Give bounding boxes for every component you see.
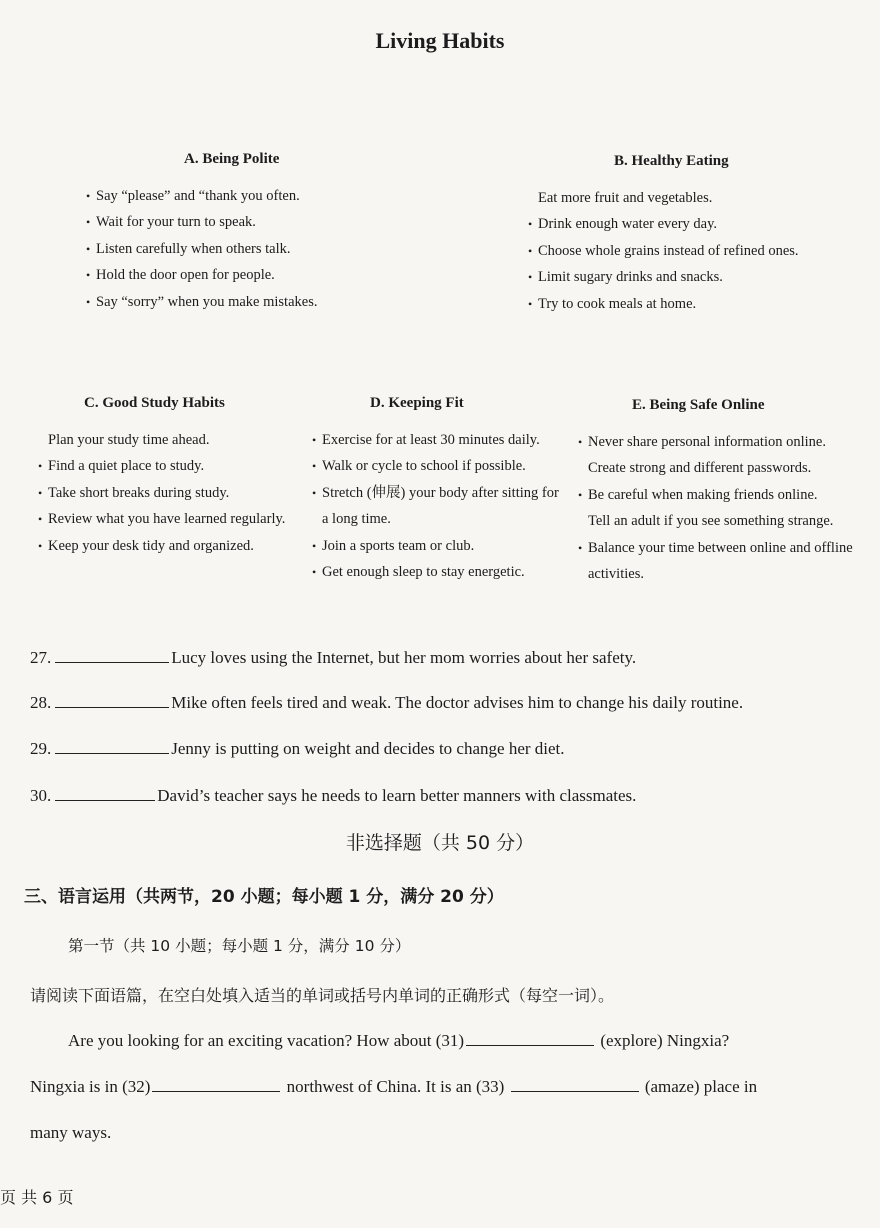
list-item: • Limit sugary drinks and snacks. xyxy=(528,264,873,291)
list-item: • Choose whole grains instead of refined ones. xyxy=(528,238,873,265)
question-text: Lucy loves using the Internet, but her mom worries about her safety. xyxy=(171,648,637,667)
list-item: • Get enough sleep to stay energetic. xyxy=(312,559,566,586)
question-number: 27. xyxy=(30,648,52,667)
question-text: Mike often feels tired and weak. The doctor advises him to change his daily routine. xyxy=(171,693,744,712)
question-number: 29. xyxy=(30,739,52,758)
blank-33[interactable] xyxy=(511,1077,639,1092)
list-item: • Be careful when making friends online. xyxy=(578,482,876,509)
list-item: • Keep your desk tidy and organized. xyxy=(38,533,300,560)
list-item: • Join a sports team or club. xyxy=(312,533,566,560)
box-heading: E. Being Safe Online xyxy=(632,397,765,413)
answer-blank[interactable] xyxy=(55,739,169,754)
list-item: • Listen carefully when others talk. xyxy=(86,236,426,263)
list-item: • Try to cook meals at home. xyxy=(528,291,873,318)
box-being-polite xyxy=(86,146,426,315)
subsection-heading: 第一节（共 10 小题；每小题 1 分，满分 10 分） xyxy=(68,937,411,955)
answer-blank[interactable] xyxy=(55,648,169,663)
passage-text: many ways. xyxy=(30,1123,112,1142)
list-item: Eat more fruit and vegetables. xyxy=(538,189,713,206)
list-item: • Say “please” and “thank you often. xyxy=(86,183,426,210)
list-item: • Exercise for at least 30 minutes daily. xyxy=(312,427,566,454)
list-item: • Never share personal information online. xyxy=(578,429,876,456)
list-item: Plan your study time ahead. xyxy=(48,431,210,448)
question-number: 28. xyxy=(30,693,52,712)
list-item: • Say “sorry” when you make mistakes. xyxy=(86,289,426,316)
passage-text: northwest of China. It is an (33) xyxy=(286,1077,505,1096)
section-title: 非选择题（共 50 分） xyxy=(345,832,535,854)
blank-32[interactable] xyxy=(152,1077,280,1092)
question-28 xyxy=(30,693,743,713)
passage-text: Are you looking for an exciting vacation? How about (31) xyxy=(68,1031,465,1050)
blank-31[interactable] xyxy=(466,1031,594,1046)
box-heading: C. Good Study Habits xyxy=(84,395,225,411)
passage-text: (explore) Ningxia? xyxy=(600,1031,730,1050)
passage-text: Ningxia is in (32) xyxy=(30,1077,151,1096)
section-heading: 三、语言运用（共两节，20 小题；每小题 1 分，满分 20 分） xyxy=(24,887,504,907)
instruction-text: 请阅读下面语篇，在空白处填入适当的单词或括号内单词的正确形式（每空一词）。 xyxy=(30,986,615,1005)
list-item: • Stretch (伸展) your body after sitting for a long time. xyxy=(312,480,566,533)
question-text: David’s teacher says he needs to learn better manners with classmates. xyxy=(157,786,637,805)
page-title: Living Habits xyxy=(375,28,505,53)
box-heading: A. Being Polite xyxy=(184,151,280,167)
box-keeping-fit xyxy=(312,390,566,586)
question-number: 30. xyxy=(30,786,52,805)
passage xyxy=(30,1018,872,1156)
list-item: Create strong and different passwords. xyxy=(588,460,812,476)
list-item: • Balance your time between online and offline activities. xyxy=(578,535,876,588)
question-29 xyxy=(30,739,565,759)
answer-blank[interactable] xyxy=(55,693,169,708)
box-being-safe-online xyxy=(578,392,876,588)
question-27 xyxy=(30,648,636,668)
page-footer: 页 共 6 页 xyxy=(0,1188,74,1207)
list-item: • Wait for your turn to speak. xyxy=(86,209,426,236)
question-30 xyxy=(30,786,636,806)
answer-blank[interactable] xyxy=(55,786,155,801)
list-item: Tell an adult if you see something strange. xyxy=(588,513,834,529)
list-item: • Find a quiet place to study. xyxy=(38,453,300,480)
list-item: • Hold the door open for people. xyxy=(86,262,426,289)
list-item: • Review what you have learned regularly. xyxy=(38,506,300,533)
box-healthy-eating xyxy=(528,148,873,317)
passage-text: (amaze) place in xyxy=(644,1077,758,1096)
box-good-study-habits xyxy=(38,390,300,559)
box-heading: D. Keeping Fit xyxy=(370,395,464,411)
question-text: Jenny is putting on weight and decides to change her diet. xyxy=(171,739,565,758)
list-item: • Walk or cycle to school if possible. xyxy=(312,453,566,480)
list-item: • Drink enough water every day. xyxy=(528,211,873,238)
box-heading: B. Healthy Eating xyxy=(614,153,729,169)
list-item: • Take short breaks during study. xyxy=(38,480,300,507)
